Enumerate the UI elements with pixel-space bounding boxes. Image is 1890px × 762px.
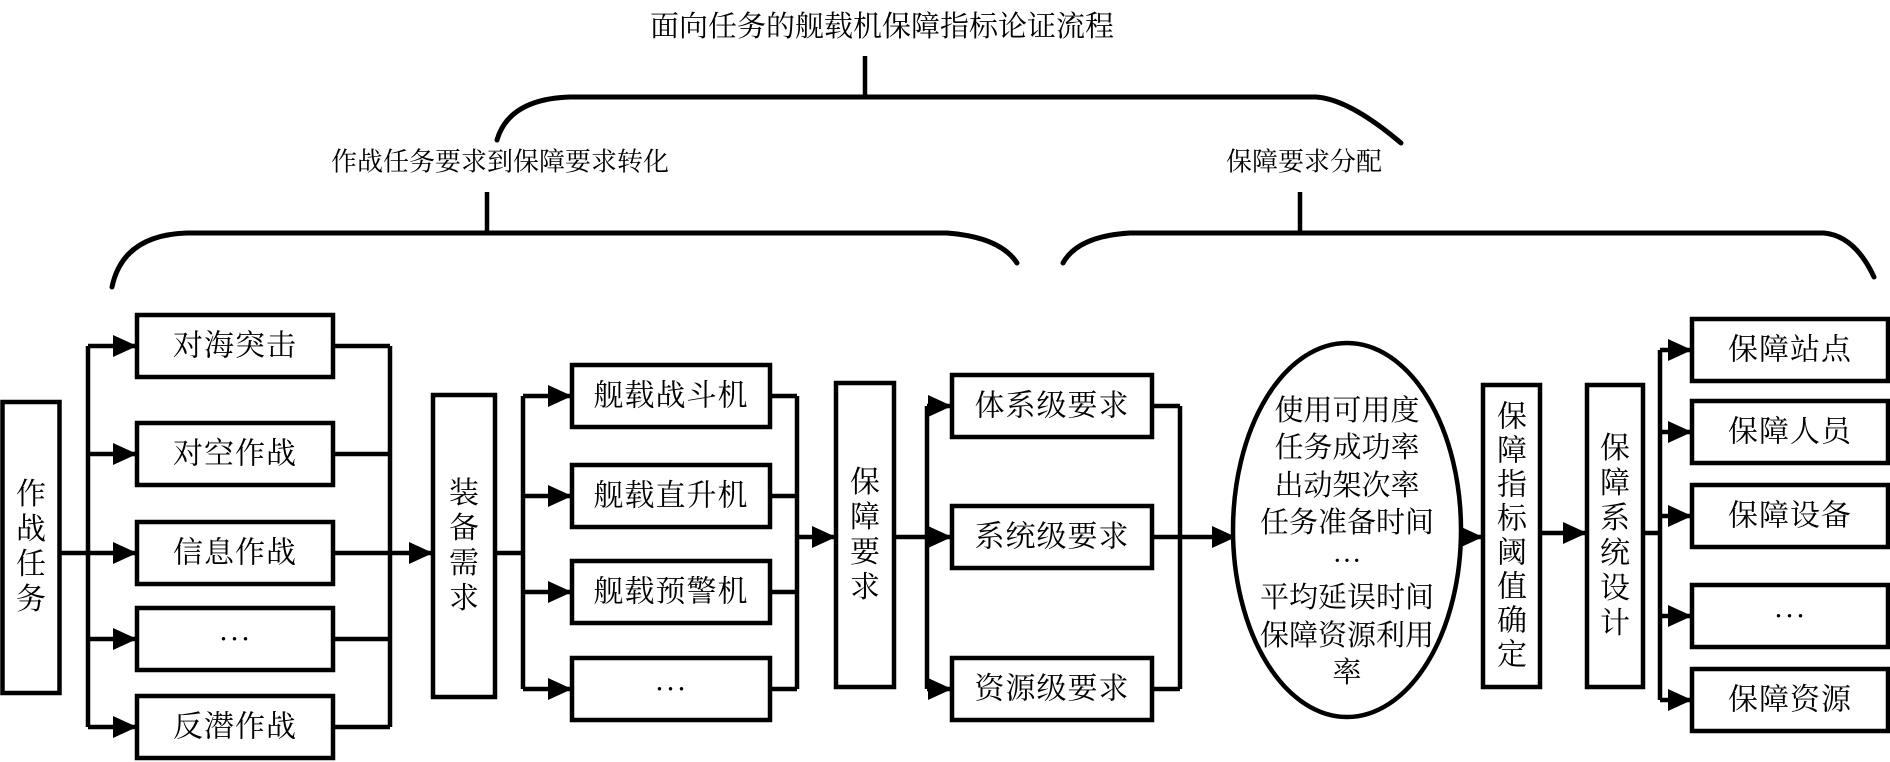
combat-task-label: 对空作战 — [173, 437, 297, 471]
resource-label: 保障设备 — [1728, 499, 1852, 533]
indicator-line: 平均延误时间 — [1259, 582, 1435, 614]
requirement-level-label: 系统级要求 — [974, 520, 1130, 554]
right-brace — [1063, 233, 1874, 277]
phase-label-allocate: 保障要求分配 — [1225, 147, 1383, 177]
requirement-level-label: 体系级要求 — [974, 389, 1130, 423]
requirement-source-box — [836, 383, 894, 687]
combat-source-label: 作战任务 — [16, 478, 46, 616]
aircraft-label: 舰载战斗机 — [593, 379, 749, 413]
indicator-line: 率 — [1332, 657, 1362, 689]
equipment-source-label: 装备需求 — [449, 477, 479, 615]
resource-label: 保障站点 — [1728, 333, 1852, 367]
equipment-source-box — [433, 395, 495, 697]
resource-label: ··· — [1773, 599, 1807, 633]
design-box — [1587, 385, 1643, 687]
combat-task-label: 信息作战 — [173, 536, 297, 570]
phase-label-transform: 作战任务要求到保障要求转化 — [330, 147, 670, 177]
resource-label: 保障资源 — [1728, 683, 1852, 717]
requirement-level-label: 资源级要求 — [974, 672, 1130, 706]
indicator-line: 使用可用度 — [1274, 395, 1420, 427]
requirement-source-label: 保障要求 — [850, 466, 880, 604]
resource-label: 保障人员 — [1728, 415, 1852, 449]
indicator-line: 保障资源利用 — [1259, 620, 1435, 652]
combat-task-label: ··· — [218, 622, 252, 656]
indicator-line: 出动架次率 — [1274, 470, 1420, 502]
indicator-line: 任务成功率 — [1274, 432, 1420, 464]
combat-task-label: 反潜作战 — [173, 710, 297, 744]
aircraft-label: 舰载预警机 — [593, 575, 749, 609]
page-title: 面向任务的舰载机保障指标论证流程 — [649, 11, 1115, 43]
threshold-label: 保障指标阈值确定 — [1497, 400, 1527, 672]
indicator-line: ··· — [1332, 545, 1362, 577]
aircraft-label: 舰载直升机 — [593, 479, 749, 513]
design-label: 保障系统设计 — [1600, 432, 1630, 640]
top-brace — [497, 97, 1401, 143]
aircraft-label: ··· — [654, 672, 688, 706]
indicator-line: 任务准备时间 — [1259, 507, 1435, 539]
left-brace — [112, 233, 1017, 287]
combat-task-label: 对海突击 — [173, 329, 297, 363]
